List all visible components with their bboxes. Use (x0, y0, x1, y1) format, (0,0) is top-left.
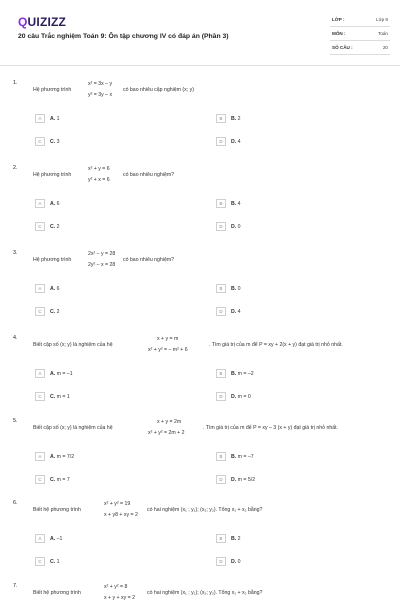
option-letter-box: B (216, 369, 226, 378)
option-letter-box: A (35, 284, 45, 293)
option-c[interactable] (35, 475, 195, 487)
stem-text: Biết hệ phương trình (33, 590, 81, 596)
question-stem (33, 165, 393, 191)
option-text: C. 3 (50, 139, 60, 145)
question-stem (33, 80, 393, 106)
question-stem (33, 583, 393, 600)
option-b[interactable] (216, 114, 376, 126)
option-text: C. 2 (50, 224, 60, 230)
equation-line: x + y = 2m (157, 419, 182, 425)
option-text: A. 6 (50, 201, 60, 207)
option-letter-box: A (35, 452, 45, 461)
question-item (0, 583, 400, 600)
option-text: D. 4 (231, 309, 241, 315)
question-item (0, 418, 400, 498)
option-letter-box: B (216, 452, 226, 461)
option-text: A. m = –1 (50, 371, 73, 377)
question-stem (33, 335, 393, 361)
option-b[interactable] (216, 284, 376, 296)
option-text: A. –1 (50, 536, 63, 542)
option-letter-box: D (216, 557, 226, 566)
equation-line: 2y² – x = 28 (88, 262, 116, 268)
equation-line: x + y = m (157, 336, 179, 342)
stem-text: Hệ phương trình (33, 87, 72, 93)
option-text: B. 4 (231, 201, 241, 207)
info-panel (330, 13, 390, 55)
page-header (0, 0, 400, 62)
option-text: B. 0 (231, 286, 241, 292)
stem-text: Biết cặp số (x; y) là nghiệm của hệ (33, 342, 113, 348)
question-number: 1. (13, 80, 18, 86)
option-text: B. 2 (231, 536, 241, 542)
option-letter-box: A (35, 199, 45, 208)
header-divider (0, 65, 400, 66)
info-row-subject: MÔN : Toán (330, 27, 390, 41)
option-text: C. 1 (50, 559, 60, 565)
option-text: B. m = –7 (231, 454, 254, 460)
option-d[interactable] (216, 392, 376, 404)
option-text: B. m = –2 (231, 371, 254, 377)
stem-text: Hệ phương trình (33, 257, 72, 263)
option-a[interactable] (35, 284, 195, 296)
question-number: 5. (13, 418, 18, 424)
option-c[interactable] (35, 307, 195, 319)
option-a[interactable] (35, 534, 195, 546)
option-c[interactable] (35, 222, 195, 234)
stem-text: có hai nghiệm (x₁ ; y₁); (x₂; y₂). Tổng x₁ + x₂ bằng? (147, 590, 263, 596)
stem-text: . Tìm giá trị của m để P = xy – 3 (x + y) đạt giá trị nhỏ nhất. (203, 425, 339, 431)
document-title: 20 câu Trắc nghiệm Toán 9: Ôn tập chương IV có đáp án (Phần 3) (18, 33, 229, 40)
option-d[interactable] (216, 137, 376, 149)
option-d[interactable] (216, 222, 376, 234)
option-letter-box: B (216, 534, 226, 543)
option-a[interactable] (35, 114, 195, 126)
stem-text: có bao nhiêu cặp nghiệm (x; y) (123, 87, 194, 93)
option-text: A. 6 (50, 286, 60, 292)
stem-text: có hai nghiệm (x₁ ; y₁); (x₂; y₂). Tổng x₁ + x₂ bằng? (147, 507, 263, 513)
option-letter-box: D (216, 307, 226, 316)
option-text: D. m = 0 (231, 394, 251, 400)
question-stem (33, 250, 393, 276)
option-b[interactable] (216, 534, 376, 546)
info-row-count: SỐ CÂU : 20 (330, 41, 390, 55)
question-number: 6. (13, 500, 18, 506)
option-letter-box: D (216, 137, 226, 146)
option-d[interactable] (216, 307, 376, 319)
quizizz-logo: QUIZIZZ (18, 15, 67, 29)
option-text: D. 0 (231, 559, 241, 565)
option-c[interactable] (35, 392, 195, 404)
option-letter-box: D (216, 392, 226, 401)
option-letter-box: D (216, 475, 226, 484)
question-number: 4. (13, 335, 18, 341)
equation-line: x² + y² = 19 (104, 501, 131, 507)
equation-line: x + y + xy = 2 (104, 595, 135, 600)
equation-line: y² + x = 6 (88, 177, 110, 183)
option-d[interactable] (216, 557, 376, 569)
equation-line: x + y8 + xy = 2 (104, 512, 138, 518)
equation-line: x² = 3x – y (88, 81, 113, 87)
stem-text: Hệ phương trình (33, 172, 72, 178)
option-text: A. m = 7/2 (50, 454, 75, 460)
option-letter-box: B (216, 284, 226, 293)
stem-text: . Tìm giá trị của m để P = xy + 2(x + y) đạt giá trị nhỏ nhất. (209, 342, 343, 348)
option-letter-box: C (35, 392, 45, 401)
stem-text: có bao nhiêu nghiệm? (123, 172, 175, 178)
question-number: 2. (13, 165, 18, 171)
option-text: C. 2 (50, 309, 60, 315)
option-text: D. 0 (231, 224, 241, 230)
option-b[interactable] (216, 452, 376, 464)
option-a[interactable] (35, 199, 195, 211)
option-d[interactable] (216, 475, 376, 487)
option-b[interactable] (216, 369, 376, 381)
option-letter-box: A (35, 114, 45, 123)
equation-line: y² = 3y – x (88, 92, 113, 98)
stem-text: có bao nhiêu nghiệm? (123, 257, 175, 263)
option-b[interactable] (216, 199, 376, 211)
option-text: D. m = 5/2 (231, 477, 256, 483)
equation-line: x² + y² = 2m + 2 (148, 430, 185, 436)
option-letter-box: C (35, 137, 45, 146)
equation-line: x² + y² = 8 (104, 584, 128, 590)
option-letter-box: C (35, 307, 45, 316)
option-a[interactable] (35, 452, 195, 464)
option-letter-box: C (35, 557, 45, 566)
option-a[interactable] (35, 369, 195, 381)
option-letter-box: A (35, 369, 45, 378)
question-item (0, 250, 400, 330)
info-row-class: LỚP : Lớp 9 (330, 13, 390, 27)
option-text: B. 2 (231, 116, 241, 122)
option-letter-box: C (35, 475, 45, 484)
equation-line: x² + y = 6 (88, 166, 110, 172)
option-text: C. m = 7 (50, 477, 70, 483)
question-item (0, 165, 400, 245)
question-stem (33, 500, 393, 526)
question-item (0, 80, 400, 160)
question-number: 3. (13, 250, 18, 256)
option-letter-box: B (216, 199, 226, 208)
option-letter-box: B (216, 114, 226, 123)
option-text: D. 4 (231, 139, 241, 145)
equation-line: 2x² – y = 28 (88, 251, 116, 257)
option-letter-box: D (216, 222, 226, 231)
question-stem (33, 418, 393, 444)
question-item (0, 500, 400, 580)
stem-text: Biết cặp số (x; y) là nghiệm của hệ (33, 425, 113, 431)
option-text: C. m = 1 (50, 394, 70, 400)
option-letter-box: C (35, 222, 45, 231)
equation-line: x² + y² = – m² + 6 (148, 347, 188, 353)
option-c[interactable] (35, 557, 195, 569)
question-number: 7. (13, 583, 18, 589)
option-text: A. 1 (50, 116, 60, 122)
question-item (0, 335, 400, 415)
option-letter-box: A (35, 534, 45, 543)
option-c[interactable] (35, 137, 195, 149)
stem-text: Biết hệ phương trình (33, 507, 81, 513)
